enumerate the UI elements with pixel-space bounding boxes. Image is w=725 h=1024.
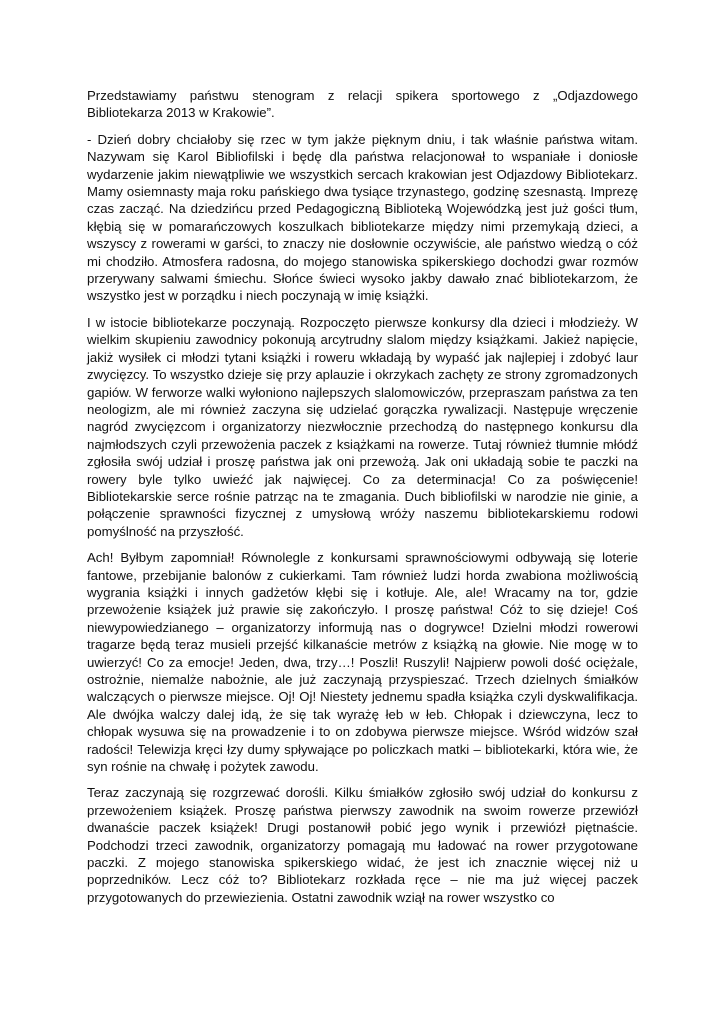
adults-contest-paragraph: Teraz zaczynają się rozgrzewać dorośli. Kilku śmiałków zgłosiło swój udział do konkursu z przewożeniem książek. Proszę państwa pierwszy zawodnik na swoim rowerze przewiózł dwanaście paczek książek! Drugi postanowił pobić jego wynik i przewiózł piętnaście. Podchodzi trzeci zawodnik, organizatorzy pomagają mu ładować na rower przygotowane paczki. Z mojego stanowiska spikerskiego widać, że jest ich znacznie więcej niż u poprzedników. Lecz cóż to? Bibliotekarz rozkłada ręce – nie ma już więcej paczek przygotowanych do przewiezienia. Ostatni zawodnik wziął na rower wszystko co bbox=[87, 785, 638, 905]
greeting-paragraph: - Dzień dobry chciałoby się rzec w tym jakże pięknym dniu, i tak właśnie państwa witam. Nazywam się Karol Bibliofilski i będę dla państwa relacjonował to wspaniałe i doniosłe wydarzenie jakim niewątpliwie we wszystkich sercach krakowian jest Odjazdowy Bibliotekarz. Mamy osiemnasty maja roku pańskiego dwa tysiące trzynastego, godzinę szesnastą. Imprezę czas zacząć. Na dziedzińcu przed Pedagogiczną Biblioteką Wojewódzką jest już gości tłum, kłębią się w pomarańczowych koszulkach bibliotekarze między nimi przemykają dzieci, a wszyscy z rowerami w garści, to znaczy nie dosłownie oczywiście, ale państwo wiedzą o cóż mi chodziło. Atmosfera radosna, do mojego stanowiska spikerskiego dochodzi gwar rozmów przerywany salwami śmiechu. Słońce świeci wysoko jakby dawało znać bibliotekarzom, że wszystko jest w porządku i niech poczynają w imię książki. bbox=[87, 131, 638, 304]
lottery-paragraph: Ach! Byłbym zapomniał! Równolegle z konkursami sprawnościowymi odbywają się loterie fantowe, przebijanie balonów z cukierkami. Tam również ludzi horda zwabiona możliwością wygrania książki i innych gadżetów kłębi się i kotłuje. Ale, ale! Wracamy na tor, gdzie przewożenie książek już prawie się zakończyło. I proszę państwa! Cóż to się dzieje! Coś niewypowiedzianego – organizatorzy informują nas o dogrywce! Dzielni młodzi rowerowi tragarze będą teraz musieli przejść kilkanaście metrów z książką na głowie. Nie mogę w to uwierzyć! Co za emocje! Jeden, dwa, trzy…! Poszli! Ruszyli! Najpierw powoli dość ociężale, ostrożnie, niemalże nabożnie, ale już zaczynają przyspieszać. Trzech dzielnych śmiałków walczących o pierwsze miejsce. Oj! Oj! Niestety jednemu spadła książka czyli dyskwalifikacja. Ale dwójka walczy dalej idą, że się tak wyrażę łeb w łeb. Chłopak i dziewczyna, lecz to chłopak wysuwa się na prowadzenie i to on zdobywa pierwsze miejsce. Wśród widzów szał radości! Telewizja kręci łzy dumy spływające po policzkach matki – bibliotekarki, która wie, że syn rośnie na chwałę i pożytek zawodu. bbox=[87, 550, 638, 775]
children-contests-paragraph: I w istocie bibliotekarze poczynają. Rozpoczęto pierwsze konkursy dla dzieci i młodzieży. W wielkim skupieniu zawodnicy pokonują arcytrudny slalom między książkami. Jakież napięcie, jakiż wysiłek ci młodzi tytani książki i roweru wkładają by wypaść jak najlepiej i zdobyć laur zwycięzcy. To wszystko dzieje się przy aplauzie i okrzykach zachęty ze strony zgromadzonych gapiów. W ferworze walki wyłoniono najlepszych slalomowiczów, przepraszam państwa za ten neologizm, ale mi również zaczyna się udzielać gorączka rywalizacji. Następuje wręczenie nagród zwycięzcom i organizatorzy niezwłocznie przechodzą do następnego konkursu dla najmłodszych czyli przewożenia paczek z książkami na rowerze. Tutaj również tłumnie młódź zgłosiła swój udział i proszę państwa jak oni przewożą. Jak oni układają sobie te paczki na rowery byle tylko uwieźć jak najwięcej. Co za determinacja! Co za poświęcenie! Bibliotekarskie serce rośnie patrząc na te zmagania. Duch bibliofilski w narodzie nie ginie, a połączenie sprawności fizycznej z umysłową wróży naszemu bibliotekarskiemu rodowi pomyślność na przyszłość. bbox=[87, 314, 638, 539]
intro-paragraph: Przedstawiamy państwu stenogram z relacji spikera sportowego z „Odjazdowego Bibliotekarza 2013 w Krakowie”. bbox=[87, 88, 638, 121]
